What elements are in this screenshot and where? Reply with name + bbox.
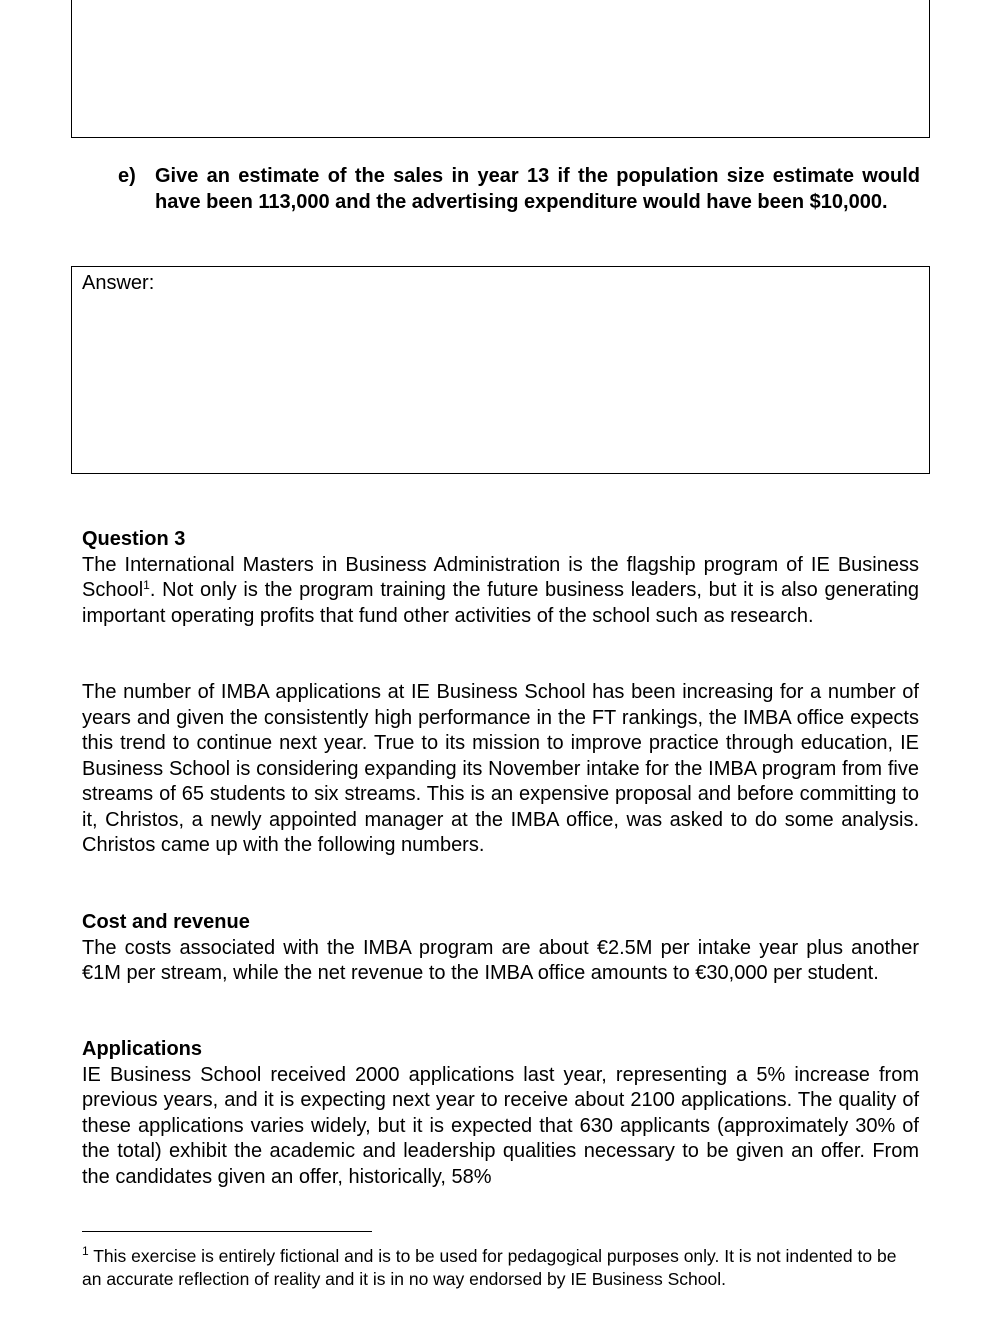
footnote-text: This exercise is entirely fictional and is to be used for pedagogical purposes only. It is not indented to be an accurate reflection of reality and it is in no way endorsed by IE Business School. [82, 1246, 897, 1289]
previous-answer-box [71, 0, 930, 138]
footnote-marker: 1 [82, 1244, 89, 1258]
question-e [118, 164, 920, 215]
cost-revenue-text: The costs associated with the IMBA program are about €2.5M per intake year plus another €1M per stream, while the net revenue to the IMBA office amounts to €30,000 per student. [82, 936, 919, 984]
footnote-reference: 1 [143, 578, 150, 592]
paragraph-1-text-a: The International Masters in Business Administration is the flagship program of IE Business School [82, 553, 919, 601]
question-3-heading: Question 3 [82, 528, 186, 550]
question-3-paragraph-2-section [82, 680, 919, 859]
applications-heading: Applications [82, 1038, 203, 1060]
applications-section [82, 1037, 919, 1190]
footnote [82, 1245, 902, 1291]
answer-box [71, 266, 930, 474]
applications-text: IE Business School received 2000 applications last year, representing a 5% increase from previous years, and it is expecting next year to receive about 2100 applications. The quality of these applications varies widely, but it is expected that 630 applicants (approximately 30% of the total) exhibit the academic and leadership qualities necessary to be given an offer. From the candidates given an offer, historically, 58% [82, 1063, 919, 1188]
paragraph-1-text-b: . Not only is the program training the future business leaders, but it is also generating important operating profits that fund other activities of the school such as research. [82, 579, 919, 627]
answer-label: Answer: [82, 272, 155, 294]
question-3-section [82, 527, 919, 629]
question-3-paragraph-1 [82, 553, 919, 630]
question-e-letter: e) [118, 165, 136, 187]
question-3-paragraph-2: The number of IMBA applications at IE Business School has been increasing for a number of years and given the consistently high performance in the FT rankings, the IMBA office expects this trend to continue next year. True to its mission to improve practice through education, IE Business School is considering expanding its November intake for the IMBA program from five streams of 65 students to six streams. This is an expensive proposal and before committing to it, Christos, a newly appointed manager at the IMBA office, was asked to do some analysis. Christos came up with the following numbers. [82, 681, 919, 856]
cost-revenue-section [82, 910, 919, 987]
cost-revenue-heading: Cost and revenue [82, 911, 250, 933]
footnote-separator [82, 1231, 372, 1232]
question-e-text: Give an estimate of the sales in year 13 if the population size estimate would have been 113,000 and the advertising expenditure would have been $10,000. [155, 165, 920, 213]
